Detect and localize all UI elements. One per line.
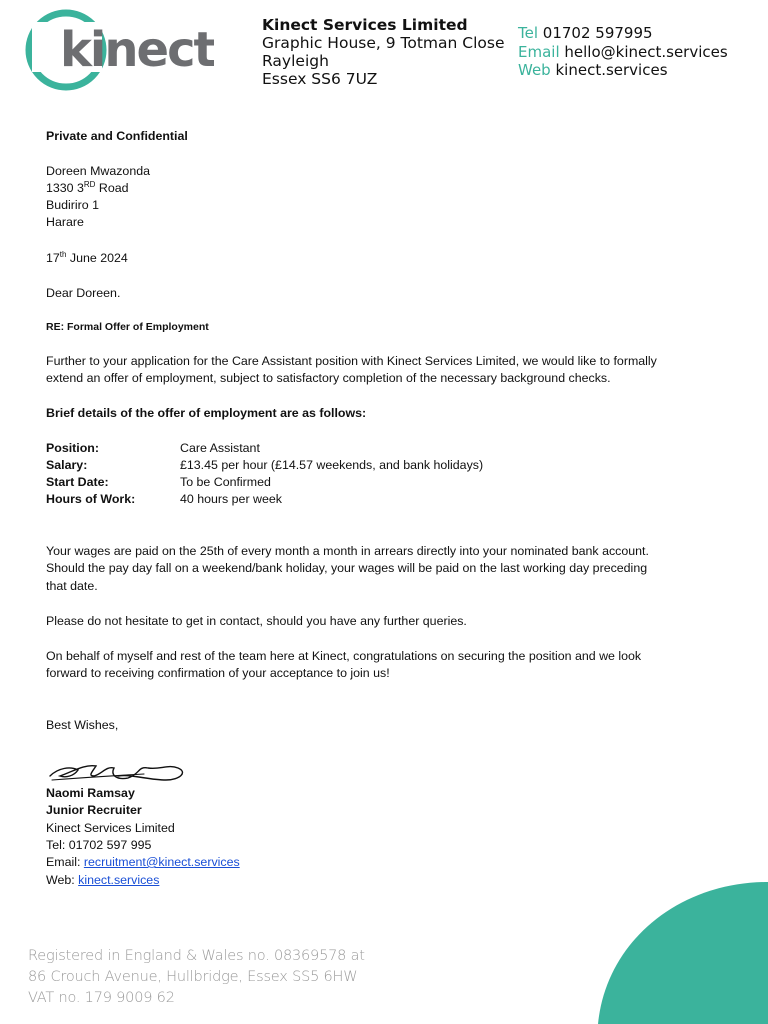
company-name: Kinect Services Limited [262,16,468,34]
web-label: Web [518,61,551,79]
company-address-block [262,16,504,88]
recipient-area: Budiriro 1 [46,198,100,212]
subject-line: RE: Formal Offer of Employment [46,321,209,333]
email-value: hello@kinect.services [564,42,728,61]
website-link[interactable]: kinect.services [78,873,160,887]
wages-line-1: Your wages are paid on the 25th of every month a month in arrears directly into your nominated bank account. [46,544,649,558]
signatory-company: Kinect Services Limited [46,821,175,835]
closing-line-2: forward to receiving confirmation of your acceptance to join us! [46,666,390,680]
company-contact-block [518,24,728,80]
kinect-logo [24,8,214,92]
tel-label: Tel [518,24,539,42]
footer-line-1: Registered in England & Wales no. 08369578 at [28,948,365,964]
address-line-3: Essex SS6 7UZ [262,70,378,88]
sign-off: Best Wishes, [46,718,119,732]
email-label: Email [518,42,560,61]
recipient-street: 1330 3RD Road [46,180,129,195]
detail-row-position: Position: Care Assistant [46,441,260,455]
detail-row-salary: Salary: £13.45 per hour (£14.57 weekends, and bank holidays) [46,458,484,472]
confidential-heading: Private and Confidential [46,129,188,143]
tel-value: 01702 597995 [542,24,653,42]
detail-row-hours: Hours of Work: 40 hours per week [46,492,282,506]
signatory-web: Web: kinect.services [46,873,160,887]
intro-line-1: Further to your application for the Care Assistant position with Kinect Services Limited, we would like to formally [46,354,657,368]
letter-date: 17th June 2024 [46,250,128,265]
wages-line-2: Should the pay day fall on a weekend/bank holiday, your wages will be paid on the last working day preceding [46,561,648,575]
queries-line: Please do not hesitate to get in contact, should you have any further queries. [46,614,467,628]
recipient-city: Harare [46,215,84,229]
footer-line-2: 86 Crouch Avenue, Hullbridge, Essex SS5 6HW [28,969,358,985]
address-line-2: Rayleigh [262,52,329,70]
recruitment-email-link[interactable]: recruitment@kinect.services [83,855,240,869]
footer-line-3: VAT no. 179 9009 62 [28,990,175,1006]
logo-wordmark: kinect [60,22,214,78]
salutation: Dear Doreen. [46,286,121,300]
recipient-name: Doreen Mwazonda [46,164,151,178]
handwritten-signature [48,758,190,788]
wages-line-3: that date. [46,579,98,593]
decorative-corner-shape [598,882,768,1024]
detail-row-start-date: Start Date: To be Confirmed [46,475,271,489]
closing-line-1: On behalf of myself and rest of the team here at Kinect, congratulations on securing the position and we look [46,649,642,663]
web-value: kinect.services [555,61,668,79]
signatory-tel: Tel: 01702 597 995 [46,838,152,852]
details-heading: Brief details of the offer of employment are as follows: [46,406,367,420]
signatory-name: Naomi Ramsay [46,786,135,800]
intro-line-2: extend an offer of employment, subject to satisfactory completion of the necessary background checks. [46,371,611,385]
signatory-email: Email: recruitment@kinect.services [46,855,240,869]
address-line-1: Graphic House, 9 Totman Close [262,34,505,52]
signatory-title: Junior Recruiter [46,803,142,817]
registration-footer [28,946,365,1009]
